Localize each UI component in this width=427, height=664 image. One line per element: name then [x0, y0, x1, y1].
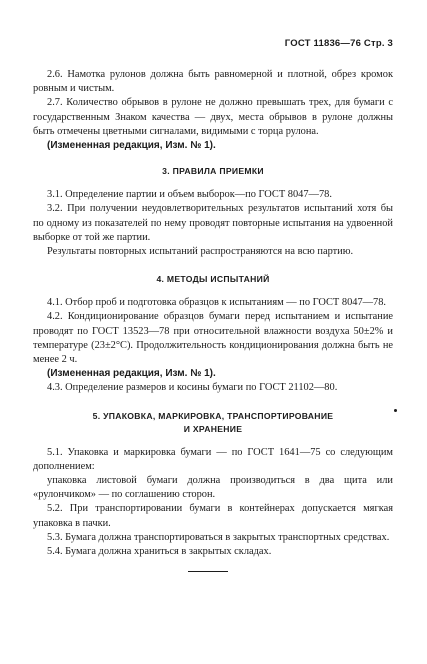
margin-mark [394, 409, 397, 412]
paragraph-2-7: 2.7. Количество обрывов в рулоне не должно превышать трех, для бумаги с государственным Знаком качества — двух, места обрывов в рулоне должны быть отмечены цветными сигналами, видимыми с торца рулона. [33, 97, 393, 137]
section-heading-3: 3. ПРАВИЛА ПРИЕМКИ [162, 166, 264, 177]
section-heading-4: 4. МЕТОДЫ ИСПЫТАНИЙ [156, 274, 270, 285]
paragraph-4-2: 4.2. Кондиционирование образцов бумаги перед испытанием и испытание проводят по ГОСТ 13523—78 при относительной влажности воздуха 50±2% и температуре (23±2°С). Продолжительность кондиционирования должна быть не менее 2 ч. [33, 311, 393, 366]
paragraph-3-1: 3.1. Определение партии и объем выборок—по ГОСТ 8047—78. [47, 189, 332, 201]
paragraph-2-6: 2.6. Намотка рулонов должна быть равномерной и плотной, обрез кромок ровным и чистым. [33, 69, 393, 95]
paragraph-5-1: 5.1. Упаковка и маркировка бумаги — по ГОСТ 1641—75 со следующим дополнением: [33, 446, 393, 472]
change-note-2: (Измененная редакция, Изм. № 1). [47, 368, 216, 380]
end-divider [188, 571, 228, 572]
document-body [33, 68, 393, 559]
page-header: ГОСТ 11836—76 Стр. 3 [284, 38, 393, 49]
paragraph-5-4: 5.4. Бумага должна храниться в закрытых складах. [47, 546, 272, 558]
change-note-1: (Измененная редакция, Изм. № 1). [47, 140, 216, 152]
paragraph-4-3: 4.3. Определение размеров и косины бумаги по ГОСТ 21102—80. [47, 382, 338, 394]
section-heading-5-line2: И ХРАНЕНИЕ [183, 423, 243, 434]
section-heading-5 [33, 410, 393, 436]
section-heading-5-line1: 5. УПАКОВКА, МАРКИРОВКА, ТРАНСПОРТИРОВАНИЕ [92, 410, 334, 421]
paragraph-5-3: 5.3. Бумага должна транспортироваться в закрытых транспортных средствах. [47, 531, 390, 543]
paragraph-4-1: 4.1. Отбор проб и подготовка образцов к испытаниям — по ГОСТ 8047—78. [47, 297, 387, 309]
paragraph-5-2: 5.2. При транспортировании бумаги в контейнерах допускается мягкая упаковка в пачки. [33, 503, 393, 529]
paragraph-5-1-addition: упаковка листовой бумаги должна производиться в два щита или «рулончиком» — по соглашению сторон. [33, 475, 393, 501]
paragraph-3-2: 3.2. При получении неудовлетворительных результатов испытаний хотя бы по одному из показателей по нему проводят повторные испытания на удвоенной выборке от той же партии. [33, 203, 393, 243]
paragraph-3-2-results: Результаты повторных испытаний распространяются на всю партию. [47, 246, 354, 258]
